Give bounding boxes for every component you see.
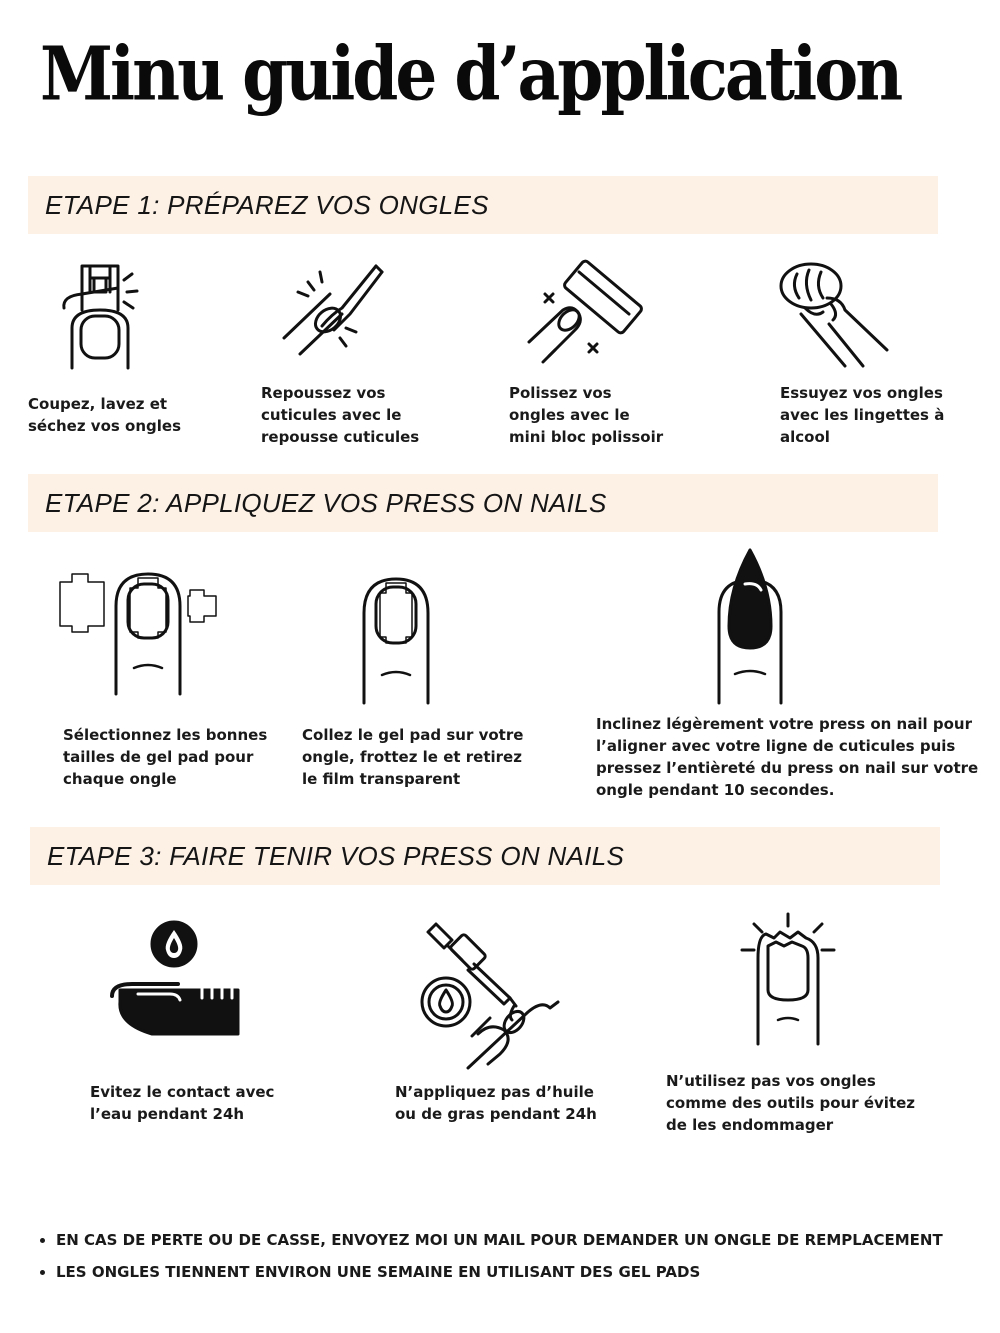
note-item: • LES ONGLES TIENNENT ENVIRON UNE SEMAINE EN UTILISANT DES GEL PADS <box>56 1256 943 1288</box>
note-item: • EN CAS DE PERTE OU DE CASSE, ENVOYEZ MOI UN MAIL POUR DEMANDER UN ONGLE DE REMPLACEMENT <box>56 1224 943 1256</box>
oil-dropper-icon <box>418 918 563 1070</box>
step-1-title: ETAPE 1: PRÉPAREZ VOS ONGLES <box>45 190 489 220</box>
press-on-nail-icon <box>715 548 785 703</box>
buffer-block-icon <box>525 258 640 370</box>
water-drop-icon <box>108 920 240 1038</box>
cuticle-pusher-icon <box>280 258 390 370</box>
step-2-caption-3: Inclinez légèrement votre press on nail pour l’aligner avec votre ligne de cuticules puis pressez l’entièreté du press on nail sur votre ongle pendant 10 secondes. <box>596 715 979 799</box>
alcohol-wipe-icon <box>775 258 895 370</box>
step-1-header <box>28 176 938 234</box>
broken-nail-icon <box>740 912 836 1044</box>
step-1-caption-3: Polissez vos ongles avec le mini bloc polissoir <box>509 384 664 446</box>
step-2-caption-1: Sélectionnez les bonnes tailles de gel pad pour chaque ongle <box>63 726 268 788</box>
step-3-header <box>30 827 940 885</box>
notes-list <box>38 1224 943 1288</box>
step-3-caption-2: N’appliquez pas d’huile ou de gras pendant 24h <box>395 1083 597 1123</box>
step-3-caption-1: Evitez le contact avec l’eau pendant 24h <box>90 1083 275 1123</box>
step-2-title: ETAPE 2: APPLIQUEZ VOS PRESS ON NAILS <box>45 488 607 518</box>
step-1-caption-4: Essuyez vos ongles avec les lingettes à alcool <box>780 384 945 446</box>
step-1-caption-1: Coupez, lavez et séchez vos ongles <box>28 395 181 435</box>
gel-pad-on-nail-icon <box>360 577 432 703</box>
step-3-caption-3: N’utilisez pas vos ongles comme des outils pour évitez de les endommager <box>666 1072 916 1134</box>
gel-pad-sizes-icon <box>58 570 220 698</box>
nail-clipper-icon <box>52 258 152 370</box>
page-title: Minu guide d’application <box>40 30 901 118</box>
step-2-caption-2: Collez le gel pad sur votre ongle, frottez le et retirez le film transparent <box>302 726 524 788</box>
step-3-title: ETAPE 3: FAIRE TENIR VOS PRESS ON NAILS <box>47 841 625 871</box>
step-2-header <box>28 474 938 532</box>
step-1-caption-2: Repoussez vos cuticules avec le repousse cuticules <box>261 384 420 446</box>
